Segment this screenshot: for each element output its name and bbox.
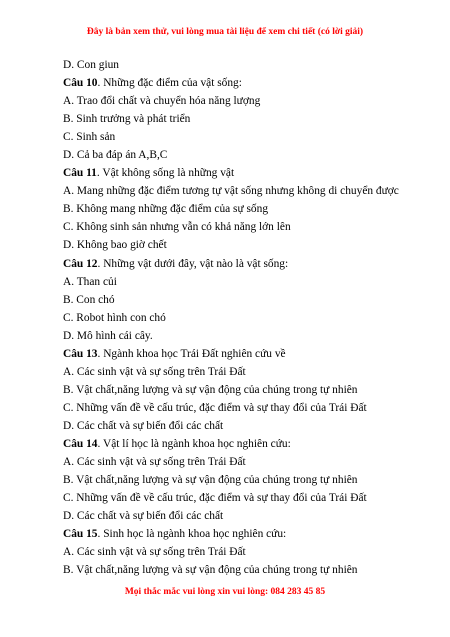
answer-option: D. Con giun: [63, 59, 120, 71]
answer-option: C. Sinh sản: [63, 131, 116, 144]
question-text: . Những đặc điểm của vật sống:: [97, 77, 242, 90]
question-number: Câu 11: [63, 167, 97, 180]
answer-option: C. Những vấn đề về cấu trúc, đặc điểm và sự thay đổi của Trái Đất: [63, 492, 367, 505]
question-number: Câu 15: [63, 528, 98, 541]
preview-notice: Đây là bản xem thử, vui lòng mua tài liệu để xem chi tiết (có lời giải): [86, 27, 364, 37]
question-text: . Những vật dưới đây, vật nào là vật sống:: [97, 257, 289, 270]
question-text: . Sinh học là ngành khoa học nghiên cứu:: [97, 528, 287, 541]
question-number: Câu 14: [63, 437, 98, 450]
question-number: Câu 12: [63, 257, 98, 270]
answer-option: A. Trao đổi chất và chuyển hóa năng lượng: [63, 95, 261, 108]
answer-option: D. Không bao giờ chết: [63, 239, 167, 252]
answer-option: A. Than củi: [63, 275, 117, 288]
question-text: . Vật lí học là ngành khoa học nghiên cứu:: [97, 437, 291, 450]
question-text: . Ngành khoa học Trái Đất nghiên cứu về: [97, 347, 286, 360]
answer-option: D. Cả ba đáp án A,B,C: [63, 149, 168, 162]
document-body: [63, 56, 443, 579]
question-number: Câu 10: [63, 77, 98, 90]
answer-option: B. Vật chất,năng lượng và sự vận động của chúng trong tự nhiên: [63, 564, 358, 577]
answer-option: D. Các chất và sự biến đổi các chất: [63, 510, 224, 523]
answer-option: A. Các sinh vật và sự sống trên Trái Đất: [63, 546, 246, 559]
question-line: [63, 525, 443, 543]
question-line: [63, 164, 443, 182]
contact-notice: Mọi thắc mắc vui lòng xin vui lòng: 084 283 45 85: [124, 587, 326, 597]
question-line: [63, 255, 443, 273]
question-text: . Vật không sống là những vật: [96, 167, 235, 180]
question-number: Câu 13: [63, 347, 98, 360]
answer-option: C. Không sinh sản nhưng vẫn có khả năng lớn lên: [63, 221, 291, 234]
answer-option: A. Các sinh vật và sự sống trên Trái Đất: [63, 365, 246, 378]
answer-option: B. Vật chất,năng lượng và sự vận động của chúng trong tự nhiên: [63, 383, 358, 396]
answer-option: A. Các sinh vật và sự sống trên Trái Đất: [63, 456, 246, 469]
answer-option: C. Những vấn đề về cấu trúc, đặc điểm và sự thay đổi của Trái Đất: [63, 401, 367, 414]
question-line: [63, 74, 443, 92]
answer-option: A. Mang những đặc điểm tương tự vật sống nhưng không di chuyển được: [63, 185, 399, 198]
answer-option: C. Robot hình con chó: [63, 311, 166, 324]
answer-option: B. Con chó: [63, 293, 115, 306]
answer-option: B. Sinh trưởng và phát triển: [63, 113, 191, 126]
question-line: [63, 345, 443, 363]
question-line: [63, 435, 443, 453]
answer-option: B. Không mang những đặc điểm của sự sống: [63, 203, 269, 216]
answer-option: B. Vật chất,năng lượng và sự vận động của chúng trong tự nhiên: [63, 474, 358, 487]
answer-option: D. Các chất và sự biến đổi các chất: [63, 419, 224, 432]
answer-option: D. Mô hình cái cây.: [63, 329, 153, 342]
